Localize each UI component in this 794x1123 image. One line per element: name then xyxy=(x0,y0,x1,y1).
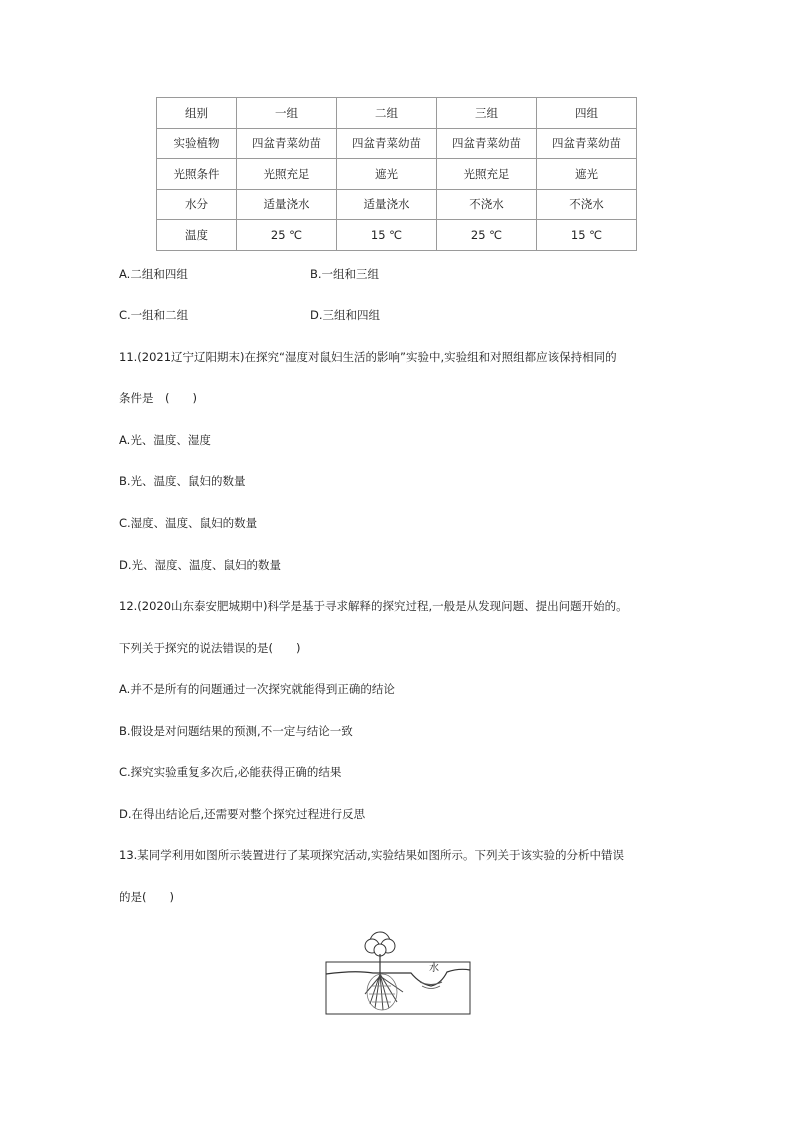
table-cell: 遮光 xyxy=(337,159,437,190)
table-cell: 四盆青菜幼苗 xyxy=(537,128,637,159)
plant-experiment-figure xyxy=(325,924,471,1016)
q11-stem-line2: 条件是 ( ) xyxy=(119,391,197,405)
table-header-cell: 四组 xyxy=(537,98,637,129)
experiment-table xyxy=(156,97,637,251)
q12-option-c: C.探究实验重复多次后,必能获得正确的结果 xyxy=(119,765,342,779)
q13-stem-line1: 13.某同学利用如图所示装置进行了某项探究活动,实验结果如图所示。下列关于该实验的分析中错误 xyxy=(119,848,624,862)
q12-option-a: A.并不是所有的问题通过一次探究就能得到正确的结论 xyxy=(119,682,395,696)
q10-option-a: A.二组和四组 xyxy=(119,267,188,281)
table-header-cell: 组别 xyxy=(157,98,237,129)
table-cell: 适量浇水 xyxy=(337,189,437,220)
table-cell: 实验植物 xyxy=(157,128,237,159)
table-cell: 不浇水 xyxy=(537,189,637,220)
table-cell: 四盆青菜幼苗 xyxy=(337,128,437,159)
water-label: 水 xyxy=(429,963,439,974)
table-cell: 温度 xyxy=(157,220,237,251)
q12-option-d: D.在得出结论后,还需要对整个探究过程进行反思 xyxy=(119,807,366,821)
q13-stem-line2: 的是( ) xyxy=(119,890,174,904)
table-cell: 光照充足 xyxy=(437,159,537,190)
table-cell: 水分 xyxy=(157,189,237,220)
table-cell: 15 ℃ xyxy=(537,220,637,251)
q12-stem-line2: 下列关于探究的说法错误的是( ) xyxy=(119,641,301,655)
table-header-cell: 一组 xyxy=(237,98,337,129)
q10-option-d: D.三组和四组 xyxy=(310,308,381,322)
q11-stem-line1: 11.(2021辽宁辽阳期末)在探究“湿度对鼠妇生活的影响”实验中,实验组和对照组都应该保持相同的 xyxy=(119,350,617,364)
table-row xyxy=(157,189,637,220)
table-cell: 四盆青菜幼苗 xyxy=(237,128,337,159)
table-header-cell: 二组 xyxy=(337,98,437,129)
q10-option-b: B.一组和三组 xyxy=(310,267,380,281)
table-cell: 15 ℃ xyxy=(337,220,437,251)
table-cell: 光照充足 xyxy=(237,159,337,190)
q12-option-b: B.假设是对问题结果的预测,不一定与结论一致 xyxy=(119,724,353,738)
table-cell: 25 ℃ xyxy=(237,220,337,251)
q11-option-b: B.光、温度、鼠妇的数量 xyxy=(119,474,246,488)
table-header-row xyxy=(157,98,637,129)
table-row xyxy=(157,128,637,159)
table-cell: 四盆青菜幼苗 xyxy=(437,128,537,159)
q11-option-a: A.光、温度、湿度 xyxy=(119,433,211,447)
table-cell: 适量浇水 xyxy=(237,189,337,220)
table-row xyxy=(157,159,637,190)
table-header-cell: 三组 xyxy=(437,98,537,129)
q12-stem-line1: 12.(2020山东泰安肥城期中)科学是基于寻求解释的探究过程,一般是从发现问题、提出问题开始的。 xyxy=(119,599,628,613)
table-cell: 遮光 xyxy=(537,159,637,190)
table-cell: 光照条件 xyxy=(157,159,237,190)
q11-option-c: C.湿度、温度、鼠妇的数量 xyxy=(119,516,258,530)
table-cell: 不浇水 xyxy=(437,189,537,220)
table-row xyxy=(157,220,637,251)
q10-option-c: C.一组和二组 xyxy=(119,308,189,322)
table-cell: 25 ℃ xyxy=(437,220,537,251)
q11-option-d: D.光、湿度、温度、鼠妇的数量 xyxy=(119,558,282,572)
